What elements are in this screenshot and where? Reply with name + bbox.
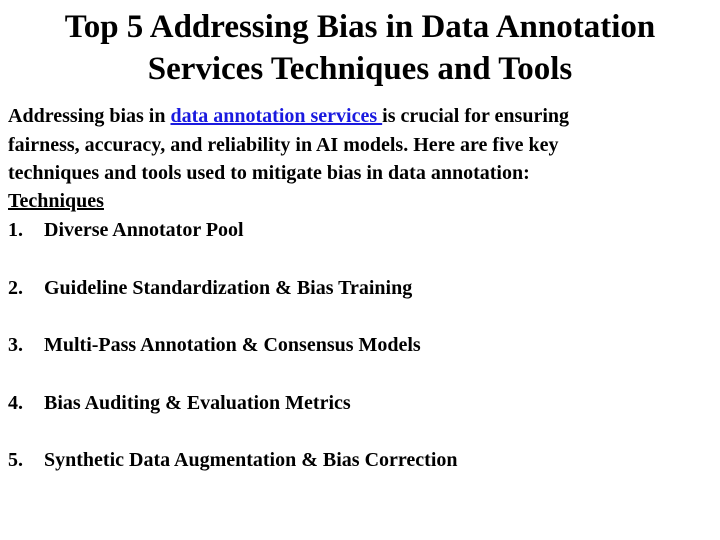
technique-number: 5. [8, 449, 23, 471]
technique-number: 1. [8, 219, 23, 241]
title-line-2: Services Techniques and Tools [147, 51, 573, 87]
technique-item-3 [8, 331, 708, 389]
technique-label: Bias Auditing & Evaluation Metrics [44, 391, 351, 414]
technique-label: Guideline Standardization & Bias Training [44, 276, 413, 299]
technique-item-2 [8, 274, 708, 332]
intro-line-1-suffix: is crucial for ensuring [382, 105, 570, 127]
technique-label: Multi-Pass Annotation & Consensus Models [44, 334, 421, 356]
technique-item-4 [8, 389, 708, 447]
technique-item-1 [8, 216, 708, 274]
intro-line-1 [8, 102, 712, 131]
title-line-1: Top 5 Addressing Bias in Data Annotation [64, 9, 656, 45]
technique-number: 4. [8, 391, 23, 414]
technique-number: 2. [8, 276, 23, 299]
intro-line-3: techniques and tools used to mitigate bias in data annotation: [8, 162, 530, 184]
intro-line-2: fairness, accuracy, and reliability in AI models. Here are five key [8, 133, 559, 156]
technique-label: Diverse Annotator Pool [44, 219, 244, 241]
intro-prefix: Addressing bias in [8, 105, 171, 127]
technique-list [8, 216, 708, 504]
techniques-heading: Techniques [8, 190, 104, 212]
technique-label: Synthetic Data Augmentation & Bias Correction [44, 449, 458, 471]
page-title [0, 6, 720, 90]
intro-paragraph [8, 102, 712, 188]
data-annotation-services-link[interactable]: data annotation services [170, 105, 383, 127]
technique-item-5 [8, 446, 708, 504]
technique-number: 3. [8, 334, 23, 356]
